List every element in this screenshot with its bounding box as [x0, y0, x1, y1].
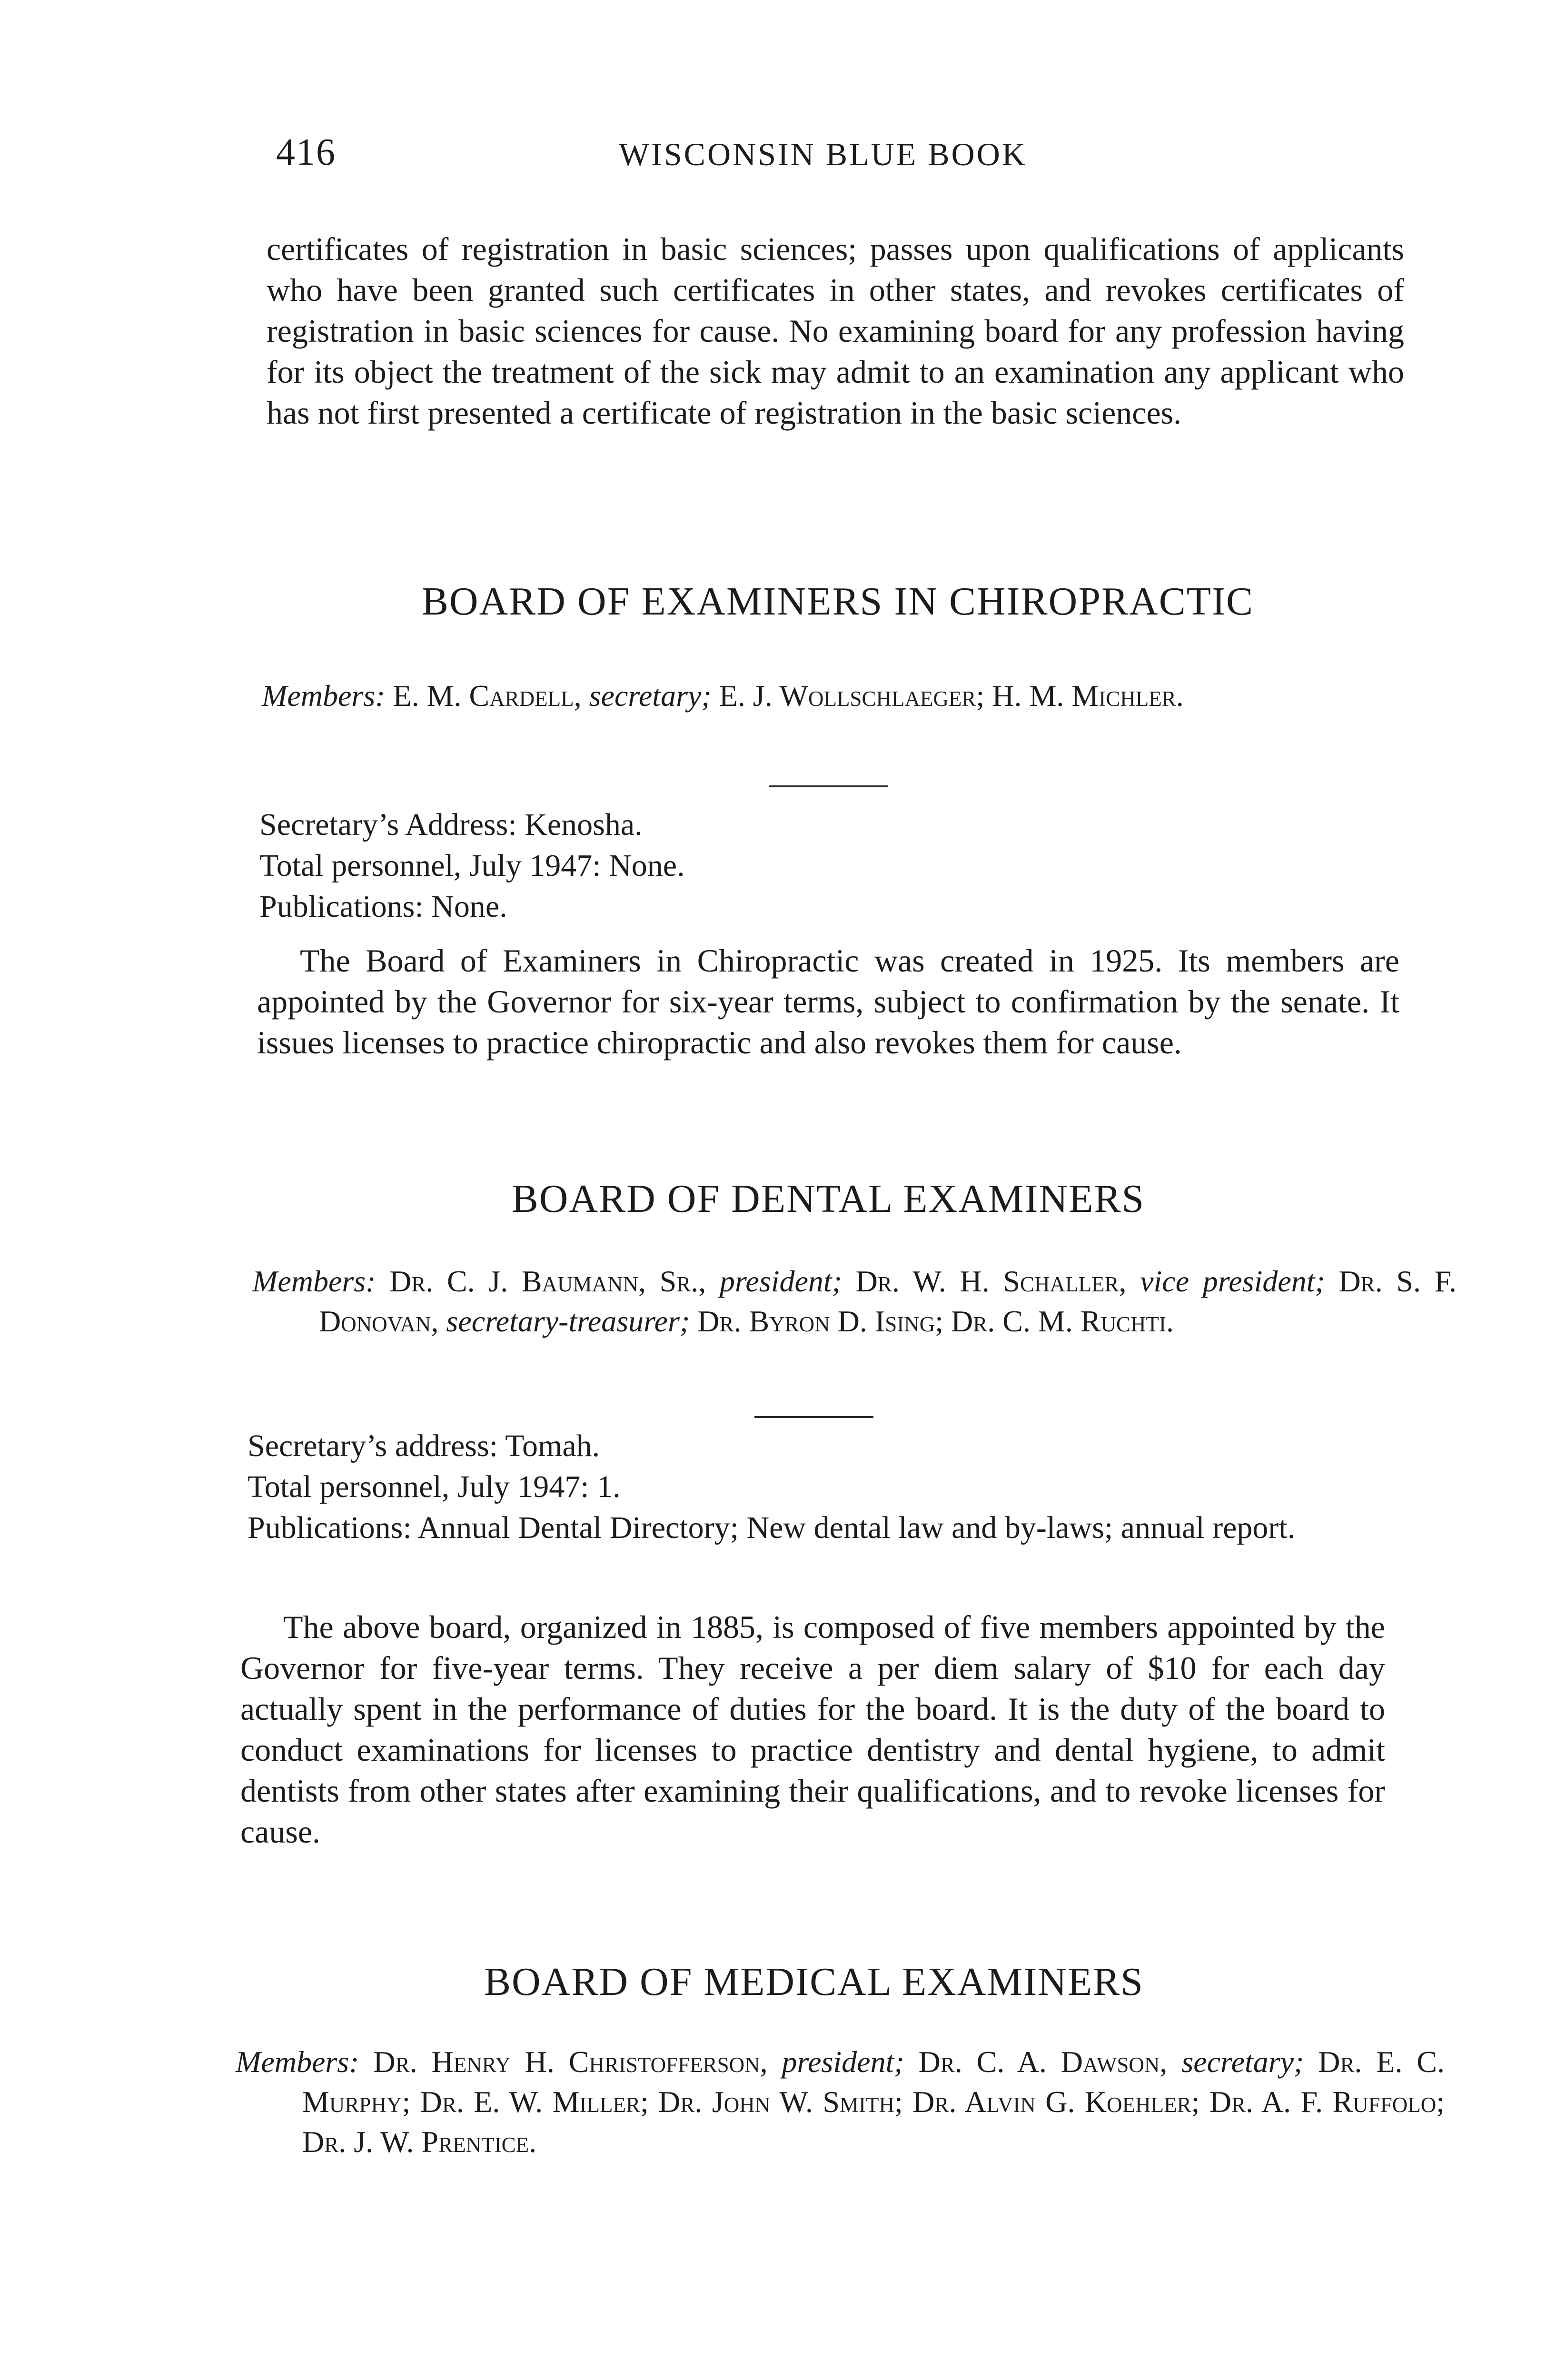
- member-name: Dr. C. A. Dawson,: [918, 2045, 1168, 2079]
- member-name: Dr. Henry H. Christofferson,: [373, 2045, 768, 2079]
- member-name: Dr. C. M. Ruchti.: [951, 1304, 1174, 1338]
- facts-chiropractic: [259, 804, 1402, 927]
- paragraph-chiropractic: The Board of Examiners in Chiropractic was created in 1925. Its members are appointed by the Governor for six-year terms, subject to confirmation by the senate. It issues licenses to practice chiropractic and also revokes them for cause.: [257, 942, 1399, 1061]
- section-divider: [754, 1416, 873, 1418]
- members-dental: [252, 1261, 1457, 1341]
- intro-paragraph: certificates of registration in basic sciences; passes upon qualifications of applicants who have been granted such certificates in other states, and revokes certificates of registration in basic sciences for cause. No examining board for any profession having for its object the treatment of the sick may admit to an examination any applicant who has not first presented a certificate of registration in the basic sciences.: [267, 231, 1404, 431]
- member-role: president;: [719, 1264, 842, 1298]
- member-name: Dr. Byron D. Ising;: [697, 1304, 943, 1338]
- member-role: vice president;: [1140, 1264, 1325, 1298]
- member-name: H. M. Michler.: [992, 679, 1184, 713]
- section-title-chiropractic: BOARD OF EXAMINERS IN CHIROPRACTIC: [421, 579, 1254, 624]
- facts-dental: [248, 1426, 1390, 1548]
- members-label: Members:: [252, 1264, 376, 1298]
- fact-publications: Publications: Annual Dental Directory; New dental law and by-laws; annual report.: [248, 1510, 1296, 1545]
- fact-total-personnel: Total personnel, July 1947: None.: [259, 848, 685, 883]
- section-divider: [769, 785, 888, 787]
- running-head: WISCONSIN BLUE BOOK: [619, 136, 1027, 172]
- page-header: [267, 131, 1380, 193]
- member-name: Dr. E. C. Murphy; Dr. E. W. Miller; Dr. John W. Smith; Dr. Alvin G. Koehler; Dr. A. F. Ruffolo; Dr. J. W. Prentice.: [302, 2045, 1445, 2159]
- members-label: Members:: [236, 2045, 359, 2079]
- section-title-dental: BOARD OF DENTAL EXAMINERS: [511, 1177, 1145, 1221]
- member-name: Dr. S. F. Donovan,: [319, 1264, 1457, 1338]
- member-name: Dr. C. J. Baumann, Sr.,: [389, 1264, 706, 1298]
- section-title-medical: BOARD OF MEDICAL EXAMINERS: [484, 1960, 1144, 2004]
- fact-total-personnel: Total personnel, July 1947: 1.: [248, 1469, 621, 1504]
- fact-publications: Publications: None.: [259, 889, 507, 924]
- member-role: secretary;: [589, 679, 712, 713]
- member-role: president;: [782, 2045, 904, 2079]
- members-medical: [236, 2042, 1445, 2162]
- paragraph-dental: The above board, organized in 1885, is composed of five members appointed by the Governor for five-year terms. They receive a per diem salary of $10 for each day actually spent in the performance of duties for the board. It is the duty of the board to conduct examinations for licenses to practice dentistry and dental hygiene, to admit dentists from other states after examining their qualifications, and to revoke licenses for cause.: [240, 1609, 1385, 1850]
- member-name: E. M. Cardell,: [393, 679, 582, 713]
- member-name: E. J. Wollschlaeger;: [719, 679, 985, 713]
- member-role: secretary;: [1181, 2045, 1304, 2079]
- page-number: 416: [276, 131, 336, 173]
- fact-secretary-address: Secretary’s address: Tomah.: [248, 1428, 600, 1463]
- members-chiropractic: [262, 676, 1466, 716]
- members-label: Members:: [262, 679, 386, 713]
- member-role: secretary-treasurer;: [446, 1304, 690, 1338]
- fact-secretary-address: Secretary’s Address: Kenosha.: [259, 807, 643, 842]
- member-name: Dr. W. H. Schaller,: [855, 1264, 1127, 1298]
